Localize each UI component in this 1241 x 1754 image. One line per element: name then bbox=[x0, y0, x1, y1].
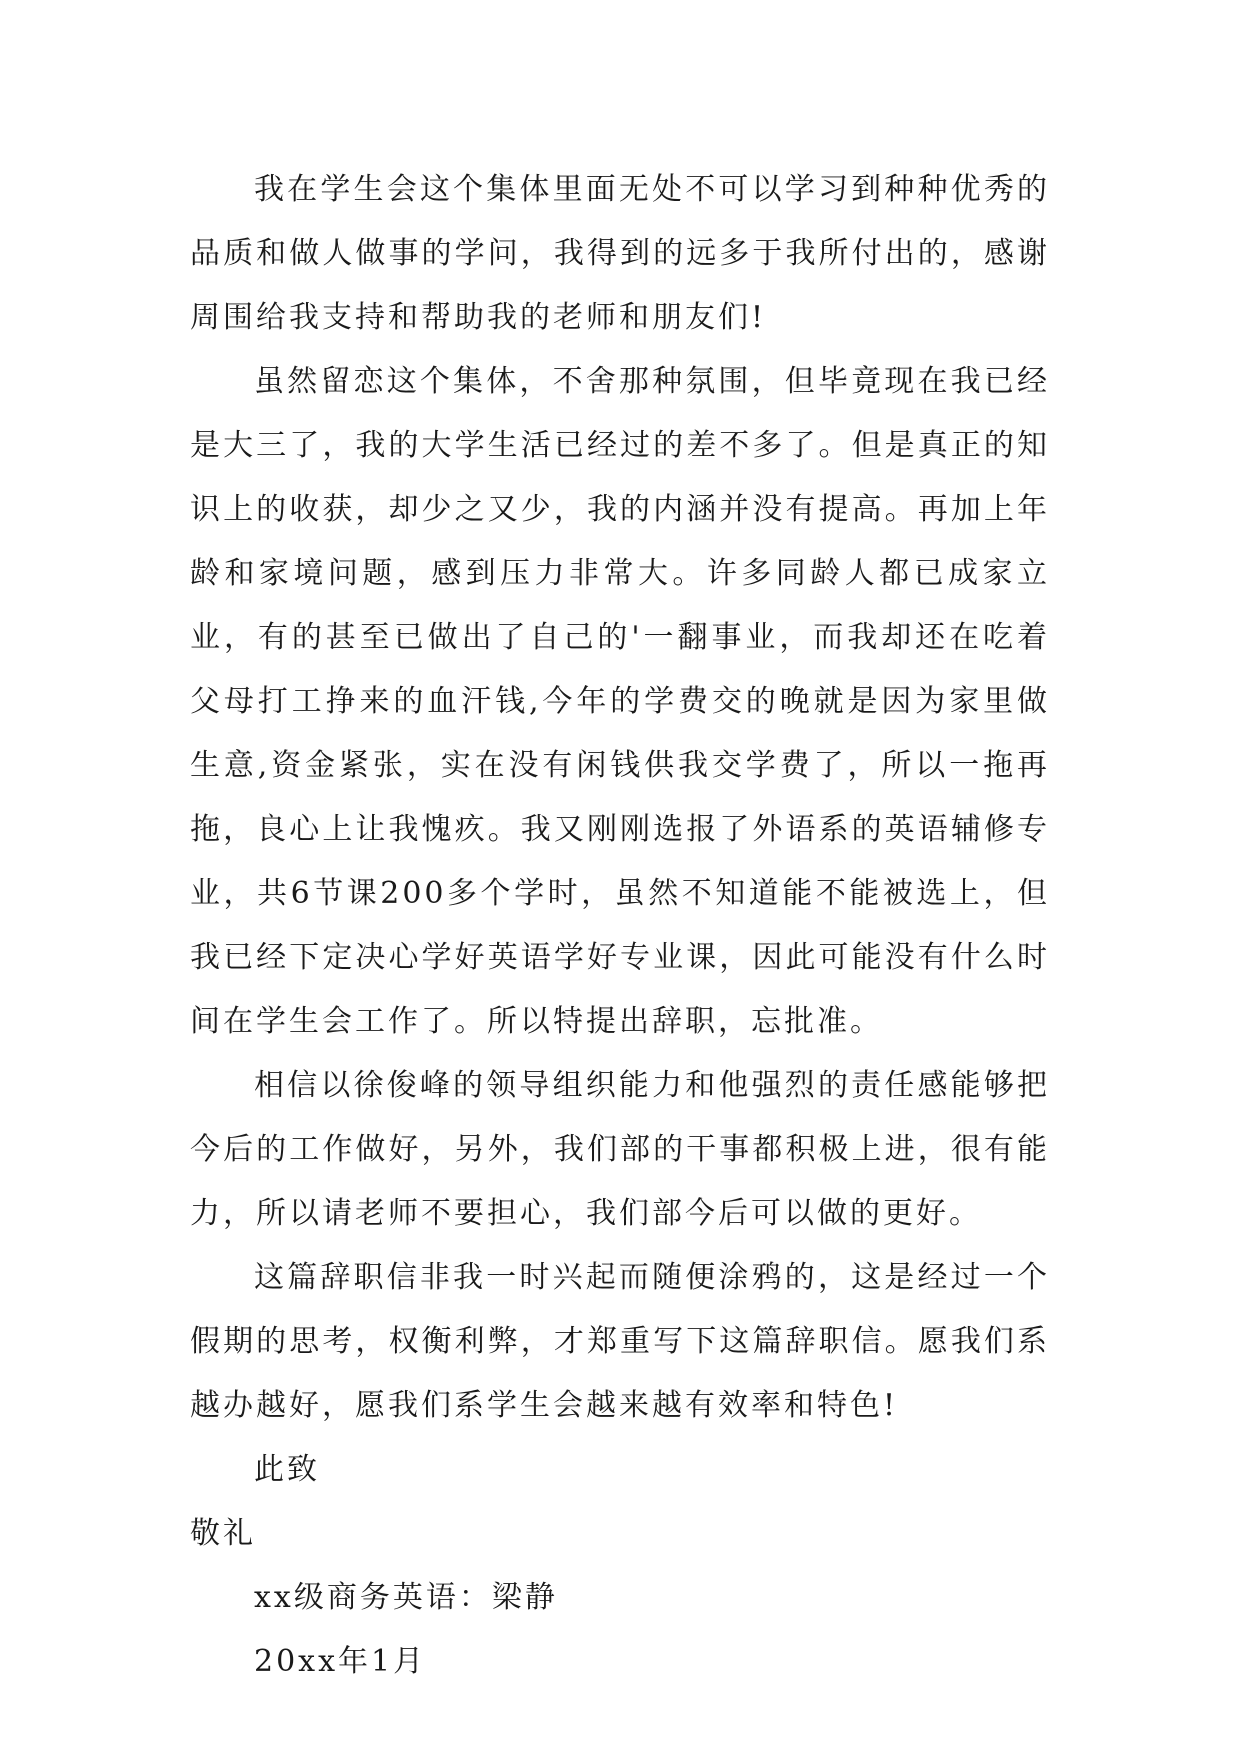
signature-line: xx级商务英语：梁静 bbox=[254, 1580, 558, 1615]
salutation-line: 敬礼 bbox=[190, 1516, 256, 1551]
paragraph-3: 相信以徐俊峰的领导组织能力和他强烈的责任感能够把今后的工作做好，另外，我们部的干事都积极上进，很有能力，所以请老师不要担心，我们部今后可以做的更好。 bbox=[190, 1068, 1050, 1231]
letter-body bbox=[190, 158, 1050, 1694]
date-line: 20xx年1月 bbox=[254, 1644, 427, 1679]
closing-line: 此致 bbox=[254, 1452, 320, 1487]
paragraph-2: 虽然留恋这个集体，不舍那种氛围，但毕竟现在我已经是大三了，我的大学生活已经过的差不多了。但是真正的知识上的收获，却少之又少，我的内涵并没有提高。再加上年龄和家境问题，感到压力非常大。许多同龄人都已成家立业，有的甚至已做出了自己的'一翻事业，而我却还在吃着父母打工挣来的血汗钱,今年的学费交的晚就是因为家里做生意,资金紧张，实在没有闲钱供我交学费了，所以一拖再拖，良心上让我愧疚。我又刚刚选报了外语系的英语辅修专业，共6节课200多个学时，虽然不知道能不能被选上，但我已经下定决心学好英语学好专业课，因此可能没有什么时间在学生会工作了。所以特提出辞职，忘批准。 bbox=[190, 364, 1050, 1039]
paragraph-1: 我在学生会这个集体里面无处不可以学习到种种优秀的品质和做人做事的学问，我得到的远多于我所付出的，感谢周围给我支持和帮助我的老师和朋友们! bbox=[190, 172, 1050, 335]
paragraph-4: 这篇辞职信非我一时兴起而随便涂鸦的，这是经过一个假期的思考，权衡利弊，才郑重写下这篇辞职信。愿我们系越办越好，愿我们系学生会越来越有效率和特色! bbox=[190, 1260, 1050, 1423]
